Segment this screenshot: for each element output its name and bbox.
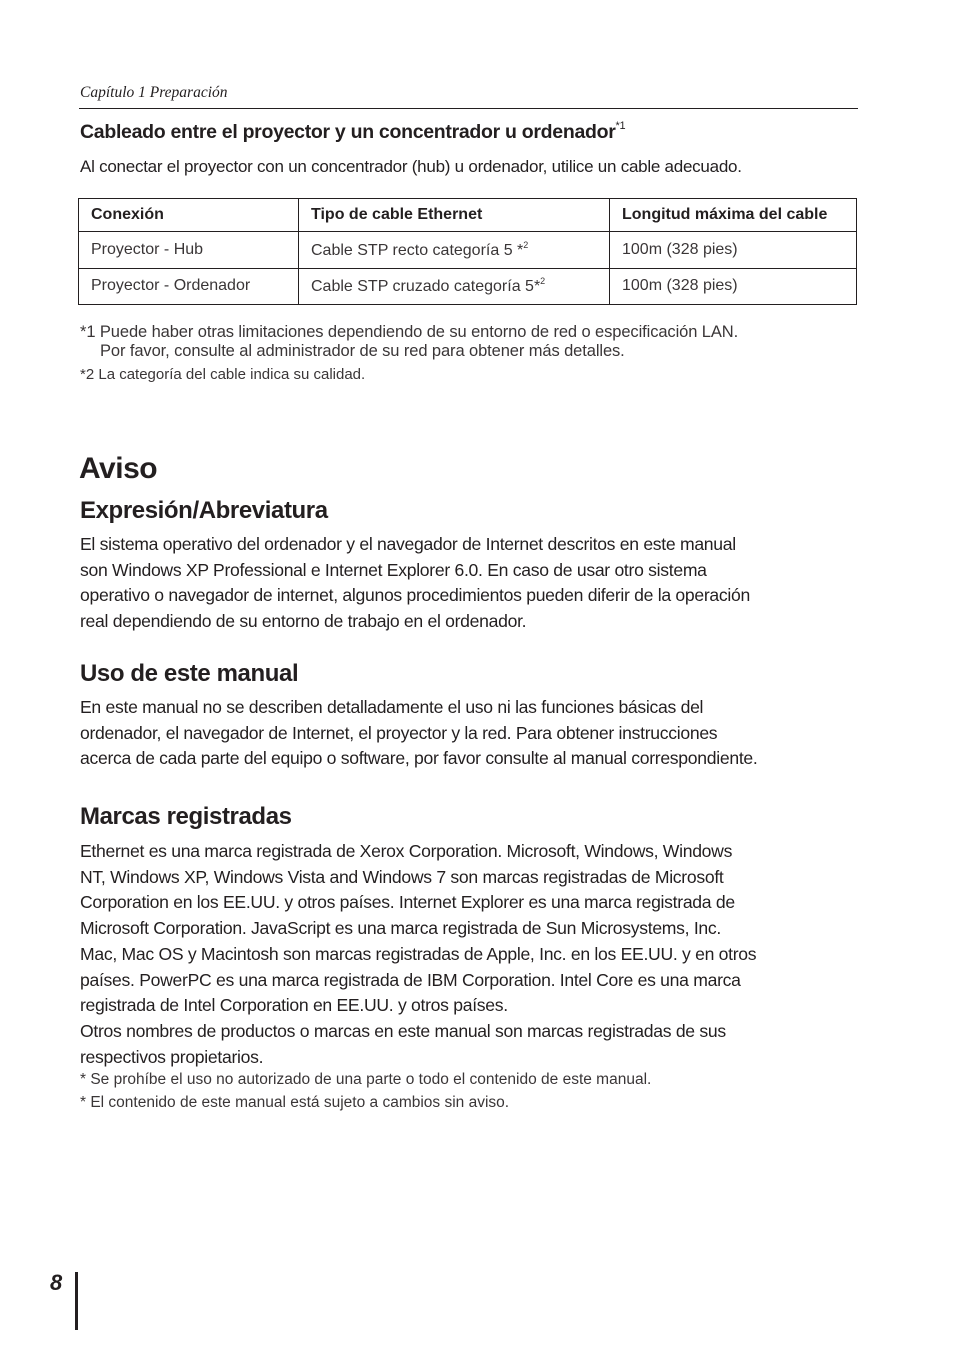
text-line: ordenador, el navegador de Internet, el proyector y la red. Para obtener instrucciones	[80, 722, 718, 743]
cable-table	[78, 198, 857, 305]
cabling-section-title	[80, 120, 625, 144]
text-line: En este manual no se describen detalladamente el uso ni las funciones básicas del	[80, 697, 704, 717]
text-line: son Windows XP Professional e Internet Explorer 6.0. En caso de usar otro sistema	[80, 559, 707, 580]
footnote-1: *1 Puede haber otras limitaciones dependiendo de su entorno de red o especificación LAN.	[80, 323, 739, 341]
trademarks-note-2: * El contenido de este manual está sujeto a cambios sin aviso.	[80, 1094, 510, 1111]
table-header-connection: Conexión	[79, 199, 299, 232]
table-cell-cable	[299, 232, 610, 268]
cabling-title-note: *1	[615, 120, 626, 132]
text-line: registrada de Intel Corporation en EE.UU. y otros países.	[80, 995, 508, 1016]
page-number-bar	[75, 1272, 78, 1330]
text-line: acerca de cada parte del equipo o software, por favor consulte al manual correspondiente.	[80, 748, 758, 769]
notice-title: Aviso	[79, 452, 158, 485]
text-line: operativo o navegador de internet, algunos procedimientos pueden diferir de la operación	[80, 585, 750, 606]
table-cell-cable	[299, 268, 610, 304]
text-line: Corporation en los EE.UU. y otros países. Internet Explorer es una marca registrada de	[80, 892, 735, 913]
text-line: Microsoft Corporation. JavaScript es una marca registrada de Sun Microsystems, Inc.	[80, 918, 721, 939]
text-line: Ethernet es una marca registrada de Xerox Corporation. Microsoft, Windows, Windows	[80, 841, 733, 861]
page-number: 8	[50, 1270, 63, 1295]
table-header-row	[79, 199, 857, 232]
header-rule	[79, 108, 858, 109]
text-line: El sistema operativo del ordenador y el navegador de Internet descritos en este manual	[80, 534, 736, 554]
usage-body	[80, 695, 870, 772]
trademarks-note-1: * Se prohíbe el uso no autorizado de una parte o todo el contenido de este manual.	[80, 1071, 652, 1088]
text-line: real dependiendo de su entorno de trabajo en el ordenador.	[80, 611, 527, 632]
cabling-intro: Al conectar el proyector con un concentrador (hub) u ordenador, utilice un cable adecuado.	[80, 157, 742, 176]
cable-type-note: 2	[540, 276, 546, 287]
text-line: Mac, Mac OS y Macintosh son marcas registradas de Apple, Inc. en los EE.UU. y en otros	[80, 943, 757, 964]
text-line: respectivos propietarios.	[80, 1046, 264, 1067]
expression-body	[80, 532, 870, 635]
expression-title: Expresión/Abreviatura	[80, 497, 328, 524]
table-cell-connection: Proyector - Hub	[79, 232, 299, 268]
table-header-cable: Tipo de cable Ethernet	[299, 199, 610, 232]
table-header-length: Longitud máxima del cable	[610, 199, 857, 232]
footnote-2: *2 La categoría del cable indica su calidad.	[80, 366, 366, 383]
trademarks-body	[80, 839, 870, 1070]
table-cell-connection: Proyector - Ordenador	[79, 268, 299, 304]
table-row	[79, 232, 857, 268]
table-row	[79, 268, 857, 304]
text-line: NT, Windows XP, Windows Vista and Windows 7 son marcas registradas de Microsoft	[80, 866, 724, 887]
text-line: Otros nombres de productos o marcas en este manual son marcas registradas de sus	[80, 1020, 726, 1041]
cabling-title-text: Cableado entre el proyector y un concentrador u ordenador	[80, 121, 616, 143]
table-cell-length: 100m (328 pies)	[610, 232, 857, 268]
footnote-1-continued: Por favor, consulte al administrador de su red para obtener más detalles.	[100, 342, 625, 360]
cable-type-note: 2	[523, 239, 529, 250]
cable-type-text: Cable STP cruzado categoría 5*	[311, 278, 541, 296]
cable-type-text: Cable STP recto categoría 5 *	[311, 241, 524, 259]
chapter-header: Capítulo 1 Preparación	[80, 84, 228, 101]
text-line: países. PowerPC es una marca registrada de IBM Corporation. Intel Core es una marca	[80, 969, 741, 990]
trademarks-title: Marcas registradas	[80, 803, 292, 830]
usage-title: Uso de este manual	[80, 660, 299, 687]
table-cell-length: 100m (328 pies)	[610, 268, 857, 304]
